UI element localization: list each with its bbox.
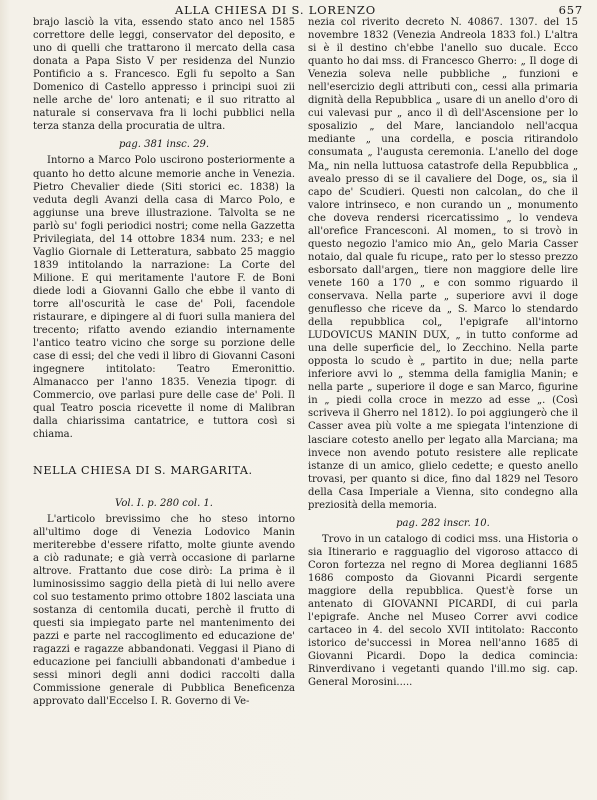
reference-line: pag. 381 insc. 29. bbox=[118, 139, 210, 151]
running-header bbox=[30, 3, 583, 17]
paragraph: Intorno a Marco Polo uscirono posteriormente a quanto ho detto alcune memorie anche in Venezia. Pietro Chevalier diede (Siti storici ec. 1838) la veduta degli Avanzi della casa di Marco Polo, e aggiunse una breve illustrazione. Talvolta se ne parlò su' fogli periodici nostri; come nella Gazzetta Privilegiata, del 14 ottobre 1834 num. 233; e nel Vaglio Giornale di Letteratura, sabbato 25 maggio 1839 intitolando la narrazione: La Corte del Milione. E qui meritamente l'autore F. de Boni diede lodi a Giovanni Gallo che ebbe il vanto di torre all'oscurità le case de' Poli, facendole ristaurare, e dipingere al di fuori sulla maniera del trecento; rifatto avendo eziandio internamente l'antico teatro vicino che sorge su porzione delle case di essi; del che vedi il libro di Giovanni Casoni ingegnere intitolato: Teatro Emeronittio. Almanacco per l'anno 1835. Venezia tipogr. di Commercio, ove parlasi pure delle case de' Poli. Il qual Teatro poscia ricevette il nome di Malibran dalla chiarissima cantatrice, e tuttora così si chiama. bbox=[33, 155, 295, 441]
paragraph: L'articolo brevissimo che ho steso intorno all'ultimo doge di Venezia Lodovico Manin meriterebbe d'essere rifatto, molte giunte avendo a ciò radunate; e già verrà occasione di parlarne altrove. Frattanto due cose dirò: La prima è il luminosissimo saggio della pietà di lui nello avere col suo testamento primo ottobre 1802 lasciata una sostanza di centomila ducati, perchè il frutto di questi sia impiegato parte nel mantenimento dei pazzi e parte nel raccoglimento ed educazione de' ragazzi e ragazze abbandonati. Veggasi il Piano di educazione pei fanciulli abbandonati d'ambedue i sessi minori degli anni dodici raccolti dalla Commissione generale di Pubblica Beneficenza approvato dall'Eccelso I. R. Governo di Ve- bbox=[33, 513, 295, 708]
left-column bbox=[33, 16, 295, 708]
paragraph: Trovo in un catalogo di codici mss. una Historia o sia Itinerario e ragguaglio del vigoroso attacco di Coron fortezza nel regno di Morea deglianni 1685 1686 composto da Giovanni Picardi sergente maggiore della repubblica. Quest'è forse un antenato di GIOVANNI PICARDI, di cui parla l'epigrafe. Anche nel Museo Correr avvi codice cartaceo in 4. del secolo XVII intitolato: Racconto istorico de'successi in Morea nell'anno 1685 di Giovanni Picardi. Dopo la dedica comincia: Rinverdivano i vegetanti quando l'ill.mo sig. cap. General Morosini..... bbox=[308, 533, 578, 689]
reference-line: pag. 282 inscr. 10. bbox=[396, 517, 490, 529]
paragraph: nezia col riverito decreto N. 40867. 1307. del 15 novembre 1832 (Venezia Andreola 1833 fol.) L'altra si è il destino ch'ebbe l'anello suo ducale. Ecco quanto ho dai mss. di Francesco Gherro: „ Il doge di Venezia soleva nelle pubbliche „ funzioni e nell'esercizio degli attributi con„ cessi alla primaria dignità della Repubblica „ usare di un anello d'oro di cui valevasi pur „ anco il dì dell'Ascensione per lo sposalizio „ del Mare, lanciandolo nell'acqua mediante „ una cordella, e poscia ritirandolo consumata „ l'augusta ceremonia. L'anello del doge Ma„ nin nella luttuosa catastrofe della Repubblica „ avealo presso di se il cavaliere del Doge, os„ sia il capo de' Scudieri. Questi non calcolan„ do che il valore intrinseco, e non curando un „ monumento che doveva rendersi ricercatissimo „ lo vendeva all'orefice Francesconi. Al momen„ to si trovò in questo negozio l'amico mio An„ gelo Maria Casser notaio, dal quale fu ricupe„ rato per lo stesso prezzo esborsato dall'argen„ tiere non maggiore delle lire venete 160 a 170 „ e con sommo riguardo il conservava. Nella parte „ superiore avvi il doge genuflesso che riceve da „ S. Marco lo stendardo della repubblica col„ l'epigrafe all'intorno LUDOVICUS MANIN DUX, „ in tutto conforme ad una delle superficie del„ lo Zecchino. Nella parte opposta lo scudo è „ partito in due; nella parte inferiore avvi lo „ stemma della famiglia Manin; e nella parte „ superiore il doge e san Marco, figurine in „ piedi colla croce in mezzo ad esse „. (Così scriveva il Gherro nel 1812). Io poi aggiungerò che il Casser avea più volte a me spiegata l'intenzione di lasciare cotesto anello per legato alla Marciana; ma invece non avendo potuto resistere alle replicate istanze di un amico, glielo cedette; e questo anello trovasi, per quanto si dice, fino dal 1829 nel Tesoro della Casa Imperiale a Vienna, sito condegno alla preziosità della memoria. bbox=[308, 17, 578, 511]
section-heading: NELLA CHIESA DI S. MARGARITA. bbox=[33, 463, 253, 477]
reference-line: Vol. I. p. 280 col. 1. bbox=[115, 497, 213, 509]
running-title: ALLA CHIESA DI S. LORENZO bbox=[175, 3, 376, 17]
page-number: 657 bbox=[558, 3, 583, 17]
right-column bbox=[308, 16, 578, 689]
paragraph: brajo lasciò la vita, essendo stato anco nel 1585 correttore delle leggi, conservator del deposito, e uno di quelli che trattarono il mercato della casa donata a Papa Sisto V per residenza del Nunzio Pontificio a s. Francesco. Egli fu sepolto a San Domenico di Castello appresso i principi suoi zii nelle arche de' loro antenati; e il suo ritratto al naturale si conservava fra li lochi pubblici nella terza stanza della procuratia de ultra. bbox=[33, 17, 295, 133]
